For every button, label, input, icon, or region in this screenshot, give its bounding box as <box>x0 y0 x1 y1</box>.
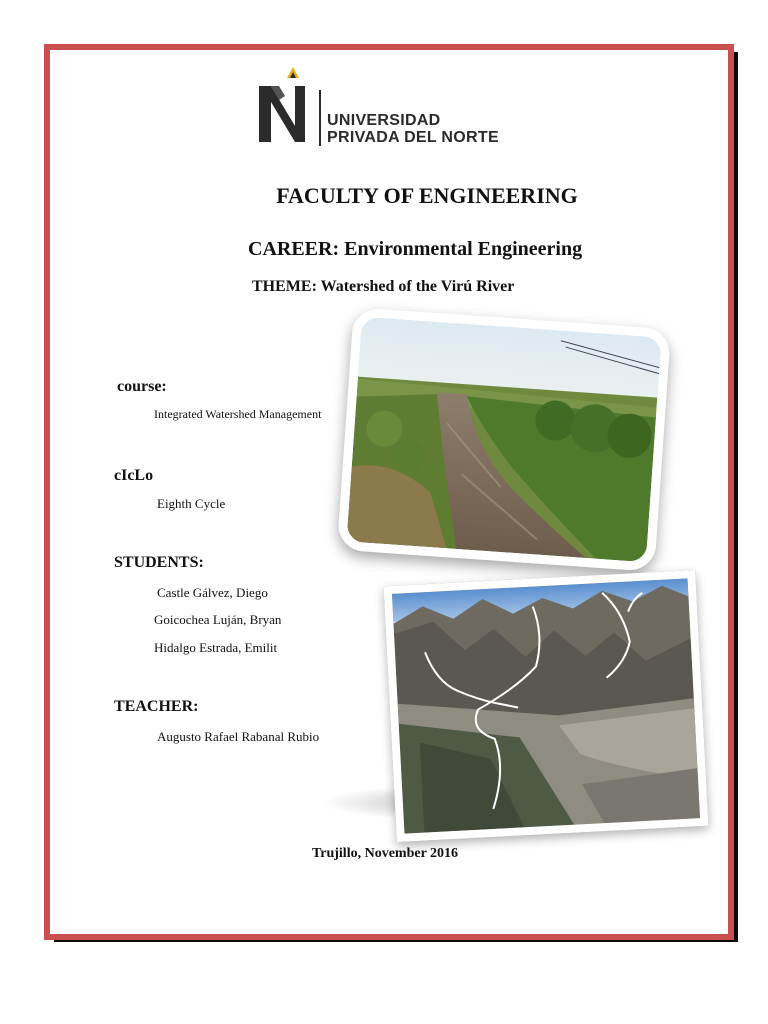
place-date: Trujillo, November 2016 <box>311 846 459 861</box>
river-photo <box>337 307 671 572</box>
career-title: CAREER: Environmental Engineering <box>248 238 583 260</box>
cycle-value: Eighth Cycle <box>157 496 226 511</box>
student-name: Castle Gálvez, Diego <box>157 585 268 600</box>
student-name: Goicochea Luján, Bryan <box>154 612 282 627</box>
students-label: STUDENTS: <box>114 554 204 571</box>
upn-logo-icon <box>255 64 319 148</box>
university-logo <box>255 64 525 148</box>
course-value: Integrated Watershed Management <box>154 407 322 421</box>
logo-wordmark <box>327 112 499 146</box>
teacher-name: Augusto Rafael Rabanal Rubio <box>157 729 320 744</box>
logo-line1: UNIVERSIDAD <box>327 112 441 129</box>
logo-line2: PRIVADA DEL NORTE <box>327 129 499 146</box>
student-name: Hidalgo Estrada, Emilit <box>154 640 278 655</box>
faculty-title: FACULTY OF ENGINEERING <box>276 183 578 208</box>
river-photo-image <box>347 317 662 562</box>
course-label: course: <box>117 378 167 395</box>
watershed-satellite-photo <box>384 570 709 842</box>
watershed-map-image <box>392 578 700 833</box>
cycle-label: cIcLo <box>114 467 154 484</box>
logo-divider <box>319 90 321 146</box>
teacher-label: TEACHER: <box>114 698 199 715</box>
theme-title: THEME: Watershed of the Virú River <box>252 278 515 295</box>
